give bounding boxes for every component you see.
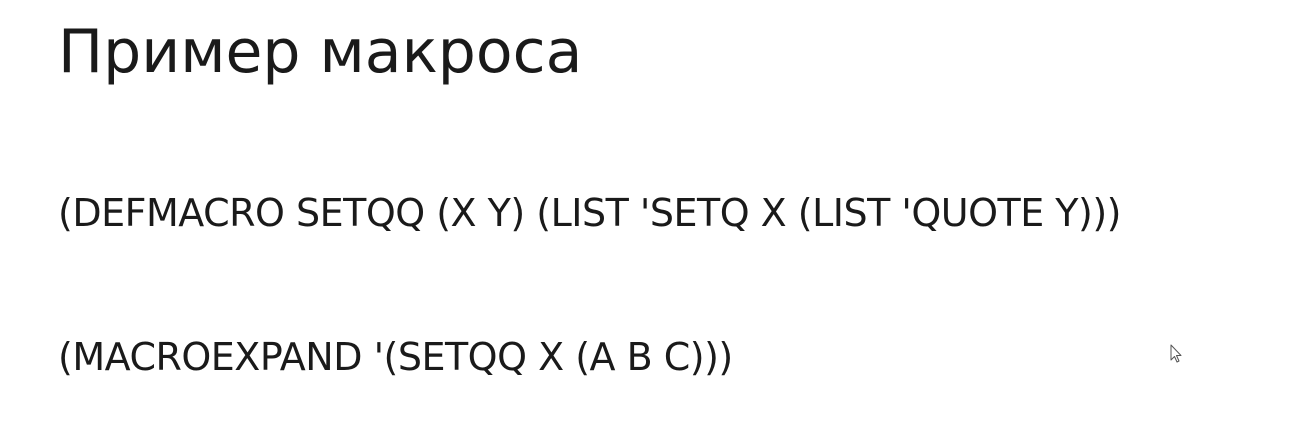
code-line-macroexpand: (MACROEXPAND '(SETQQ X (A B C))): [58, 335, 733, 379]
code-line-defmacro: (DEFMACRO SETQQ (X Y) (LIST 'SETQ X (LIST 'QUOTE Y))): [58, 191, 1121, 235]
slide-title: Пример макроса: [58, 17, 583, 87]
mouse-pointer-icon: [1170, 344, 1184, 364]
